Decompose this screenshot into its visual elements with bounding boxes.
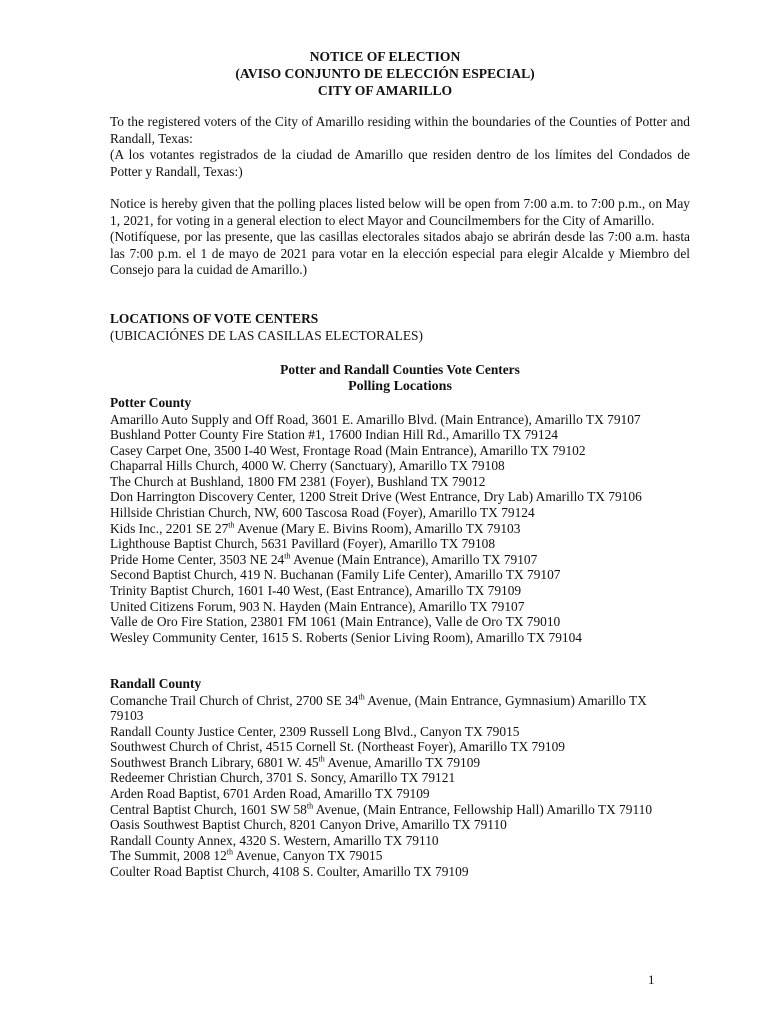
location-item: Bushland Potter County Fire Station #1, 17600 Indian Hill Rd., Amarillo TX 79124 bbox=[110, 427, 558, 443]
location-item bbox=[110, 802, 690, 818]
location-item: Arden Road Baptist, 6701 Arden Road, Amarillo TX 79109 bbox=[110, 786, 430, 802]
location-text: Pride Home Center, 3503 NE 24 bbox=[110, 551, 285, 567]
notice-section bbox=[110, 196, 690, 279]
polling-locations-title: Polling Locations bbox=[348, 378, 452, 394]
randall-location-list bbox=[110, 693, 690, 880]
potter-county-section bbox=[110, 395, 690, 645]
location-item: Don Harrington Discovery Center, 1200 Streit Drive (West Entrance, Dry Lab) Amarillo TX 79106 bbox=[110, 489, 642, 505]
location-text: Central Baptist Church, 1601 SW 58 bbox=[110, 801, 307, 817]
location-text: Kids Inc., 2201 SE 27 bbox=[110, 520, 229, 536]
location-item: Randall County Annex, 4320 S. Western, Amarillo TX 79110 bbox=[110, 832, 439, 848]
ordinal-suffix: th bbox=[358, 692, 365, 702]
locations-subtitle: (UBICACIÓNES DE LAS CASILLAS ELECTORALES) bbox=[110, 327, 423, 343]
location-item: Second Baptist Church, 419 N. Buchanan (Family Life Center), Amarillo TX 79107 bbox=[110, 567, 561, 583]
vote-centers-heading bbox=[110, 362, 690, 395]
notice-spanish: (Notifíquese, por las presente, que las casillas electorales sitados abajo se abrirán desde las 7:00 a.m. hasta las 7:00 p.m. el 1 de mayo de 2021 para votar en la elección especial para elegir Alcalde y Miembro del Consejo para la cuidad de Amarillo.) bbox=[110, 229, 690, 277]
notice-english: Notice is hereby given that the polling places listed below will be open from 7:00 a.m. to 7:00 p.m., on May 1, 2021, for voting in a general election to elect Mayor and Councilmembers for the City of Amarillo. bbox=[110, 196, 690, 228]
ordinal-suffix: th bbox=[306, 801, 314, 811]
location-item: Wesley Community Center, 1615 S. Roberts (Senior Living Room), Amarillo TX 79104 bbox=[110, 629, 582, 645]
vote-centers-title: Potter and Randall Counties Vote Centers bbox=[280, 362, 520, 377]
location-item: Southwest Church of Christ, 4515 Cornell St. (Northeast Foyer), Amarillo TX 79109 bbox=[110, 739, 565, 755]
intro-english: To the registered voters of the City of Amarillo residing within the boundaries of the Counties of Potter and Randall, Texas: bbox=[110, 114, 690, 146]
location-item: Lighthouse Baptist Church, 5631 Pavillard (Foyer), Amarillo TX 79108 bbox=[110, 536, 496, 552]
location-item: Randall County Justice Center, 2309 Russell Long Blvd., Canyon TX 79015 bbox=[110, 723, 520, 739]
header-title: NOTICE OF ELECTION bbox=[309, 49, 461, 64]
location-text-continued: 79103 bbox=[110, 708, 144, 724]
location-item bbox=[110, 521, 690, 537]
locations-heading bbox=[110, 311, 690, 344]
ordinal-suffix: th bbox=[284, 551, 291, 561]
location-text: Southwest Branch Library, 6801 W. 45 bbox=[110, 754, 319, 770]
location-item: Oasis Southwest Baptist Church, 8201 Canyon Drive, Amarillo TX 79110 bbox=[110, 817, 507, 833]
location-text: Avenue, Amarillo TX 79109 bbox=[324, 754, 481, 770]
ordinal-suffix: th bbox=[226, 847, 234, 857]
locations-title: LOCATIONS OF VOTE CENTERS bbox=[110, 311, 319, 326]
location-item bbox=[110, 755, 690, 771]
randall-county-section bbox=[110, 676, 690, 880]
location-text: Avenue, Canyon TX 79015 bbox=[233, 848, 383, 864]
location-text: Avenue (Main Entrance), Amarillo TX 79107 bbox=[290, 551, 538, 567]
header-subtitle: (AVISO CONJUNTO DE ELECCIÓN ESPECIAL) bbox=[235, 66, 535, 81]
location-item: Valle de Oro Fire Station, 23801 FM 1061 (Main Entrance), Valle de Oro TX 79010 bbox=[110, 614, 561, 630]
location-text: Avenue (Mary E. Bivins Room), Amarillo TX 79103 bbox=[234, 520, 521, 536]
header-city: CITY OF AMARILLO bbox=[317, 83, 453, 98]
randall-county-title: Randall County bbox=[110, 676, 202, 691]
location-text: Avenue, (Main Entrance, Fellowship Hall) Amarillo TX 79110 bbox=[313, 801, 653, 817]
intro-spanish: (A los votantes registrados de la ciudad de Amarillo que residen dentro de los límites del Condados de Potter y Randall, Texas:) bbox=[110, 147, 690, 179]
location-item: United Citizens Forum, 903 N. Hayden (Main Entrance), Amarillo TX 79107 bbox=[110, 598, 525, 614]
location-item: Casey Carpet One, 3500 I-40 West, Frontage Road (Main Entrance), Amarillo TX 79102 bbox=[110, 442, 586, 458]
page-number: 1 bbox=[648, 972, 655, 987]
location-item: Amarillo Auto Supply and Off Road, 3601 E. Amarillo Blvd. (Main Entrance), Amarillo TX 79107 bbox=[110, 411, 641, 427]
location-item bbox=[110, 848, 690, 864]
location-text: Comanche Trail Church of Christ, 2700 SE 34 bbox=[110, 692, 359, 708]
document-header bbox=[0, 48, 770, 99]
potter-county-title: Potter County bbox=[110, 395, 192, 410]
location-item: Coulter Road Baptist Church, 4108 S. Coulter, Amarillo TX 79109 bbox=[110, 864, 469, 880]
location-item bbox=[110, 693, 690, 724]
potter-location-list bbox=[110, 412, 690, 646]
intro-section bbox=[110, 114, 690, 180]
location-item bbox=[110, 552, 690, 568]
ordinal-suffix: th bbox=[318, 754, 325, 764]
ordinal-suffix: th bbox=[228, 520, 235, 530]
location-item: Redeemer Christian Church, 3701 S. Soncy, Amarillo TX 79121 bbox=[110, 770, 456, 786]
location-item: The Church at Bushland, 1800 FM 2381 (Foyer), Bushland TX 79012 bbox=[110, 473, 486, 489]
location-item: Trinity Baptist Church, 1601 I-40 West, (East Entrance), Amarillo TX 79109 bbox=[110, 583, 522, 599]
location-text: Avenue, (Main Entrance, Gymnasium) Amarillo TX bbox=[364, 692, 647, 708]
location-item: Chaparral Hills Church, 4000 W. Cherry (Sanctuary), Amarillo TX 79108 bbox=[110, 458, 505, 474]
location-item: Hillside Christian Church, NW, 600 Tascosa Road (Foyer), Amarillo TX 79124 bbox=[110, 505, 535, 521]
location-text: The Summit, 2008 12 bbox=[110, 848, 227, 864]
